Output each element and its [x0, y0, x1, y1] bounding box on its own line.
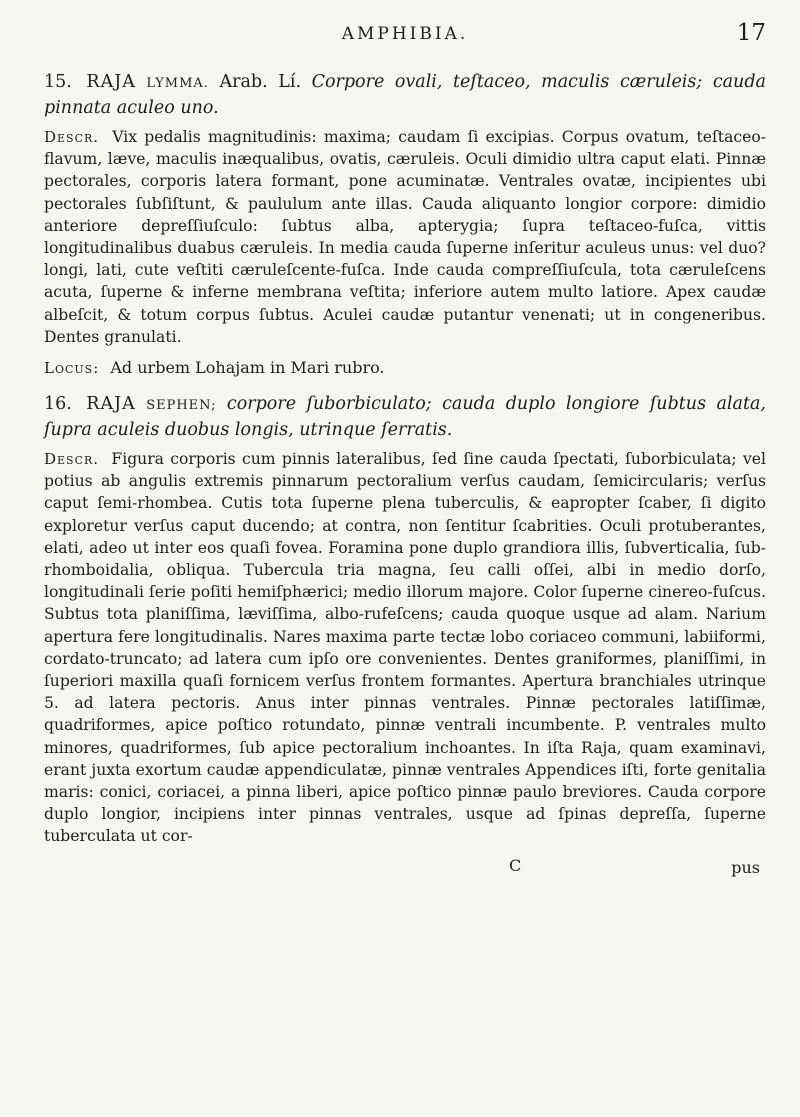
locus-label: Locus:: [44, 359, 100, 378]
entry-15: [44, 70, 766, 380]
entry-species: LYMMA.: [146, 76, 209, 91]
descr-text: Vix pedalis magnitudinis: maxima; caudam ſi excipias. Corpus ovatum, teſtaceo-flavum, læve, maculis inæqualibus, ovatis, cæruleis. Oculi dimidio ultra caput elati. Pinnæ pectorales, corporis latera formant, pone acuminatæ. Ventrales ovatæ, incipientes ubi pectorales ſubſiſtunt, & paululum ante illas. Cauda aliquanto longior corpore: dimidio anteriore depreſſiuſculo: ſubtus alba, apterygia; ſupra teſtaceo-fuſca, vittis longitudinalibus duabus cæruleis. In media cauda ſuperne inſeritur aculeus unus: vel duo? longi, lati, cute veſtiti cæruleſcente-fuſca. Inde cauda compreſſiuſcula, tota cæruleſcens acuta, ſuperne & inferne membrana veſtita; inferiore autem multo latiore. Apex caudæ albeſcit, & totum corpus ſubtus. Aculei caudæ putantur venenati; ut in congeneribus. Dentes granulati.: [44, 128, 766, 346]
entry-genus: RAJA: [86, 72, 136, 92]
description-paragraph: [44, 448, 766, 848]
descr-text: Figura corporis cum pinnis lateralibus, ſed ſine cauda ſpectati, ſuborbiculata; vel potius ab angulis extremis pinnarum pectoralium verſus caudam, ſemicircularis; verſus caput ſemi-rhombea. Cutis tota ſuperne plena tuberculis, & eapropter ſcaber, ſi digito exploretur verſus caput ducendo; at contra, non ſentitur ſcabrities. Oculi protuberantes, elati, adeo ut inter eos quaſi fovea. Foramina pone duplo grandiora illis, ſubverticalia, ſub-rhomboidalia, obliqua. Tubercula tria magna, ſeu calli oſſei, albi in medio dorſo, longitudinali ſerie poſiti hemiſphærici; medio illorum majore. Color ſuperne cinereo-fuſcus. Subtus tota planiſſima, læviſſima, albo-rufeſcens; cauda quoque usque ad alam. Narium apertura fere longitudinalis. Nares maxima parte tectæ lobo coriaceo communi, labiiformi, cordato-truncato; ad latera cum ipſo ore convenientes. Dentes graniformes, planiſſimi, in ſuperiori maxilla quaſi fornicem verſus frontem formantes. Apertura branchiales utrinque 5. ad latera pectoris. Anus inter pinnas ventrales. Pinnæ pectorales latiſſimæ, quadriformes, apice poſtico rotundato, pinnæ ventrali incumbente. P. ventrales multo minores, quadriformes, ſub apice pectoralium inchoantes. In iſta Raja, quam examinavi, erant juxta exortum caudæ appendiculatæ, pinnæ ventrales Appendices iſti, forte genitalia maris: conici, coriacei, a pinna liberi, apice poſtico pinnæ paulo breviores. Cauda corpore duplo longior, incipiens inter pinnas ventrales, usque ad ſpinas depreſſa, ſuperne tuberculata ut cor-: [44, 450, 766, 846]
entry-diagnosis: Corpore ovali, teſtaceo, maculis cæruleis; cauda pinnata aculeo uno.: [44, 72, 766, 118]
entry-species: SEPHEN;: [146, 398, 217, 414]
running-head: [44, 18, 766, 62]
catchword: pus: [731, 857, 760, 877]
page: [44, 18, 766, 880]
descr-label: Descr.: [44, 450, 100, 469]
entry-heading: [44, 70, 766, 120]
descr-label: Descr.: [44, 128, 100, 146]
locus-paragraph: [44, 356, 766, 380]
page-number: 17: [736, 20, 766, 46]
running-title: AMPHIBIA.: [341, 24, 469, 44]
entry-genus: RAJA: [86, 394, 136, 415]
entry-number: 15.: [44, 72, 72, 92]
page-footer: [44, 856, 766, 880]
entry-number: 16.: [44, 394, 72, 415]
entry-16: [44, 392, 766, 848]
entry-heading: [44, 392, 766, 442]
description-paragraph: [44, 126, 766, 348]
entry-arab-name: Arab. Lí.: [219, 72, 302, 92]
signature-mark: C: [509, 855, 522, 875]
entry-diagnosis: corpore ſuborbiculato; cauda duplo longiore ſubtus alata, ſupra aculeis duobus longis, utrinque ſerratis.: [44, 394, 766, 441]
locus-text: Ad urbem Lohajam in Mari rubro.: [110, 358, 385, 378]
